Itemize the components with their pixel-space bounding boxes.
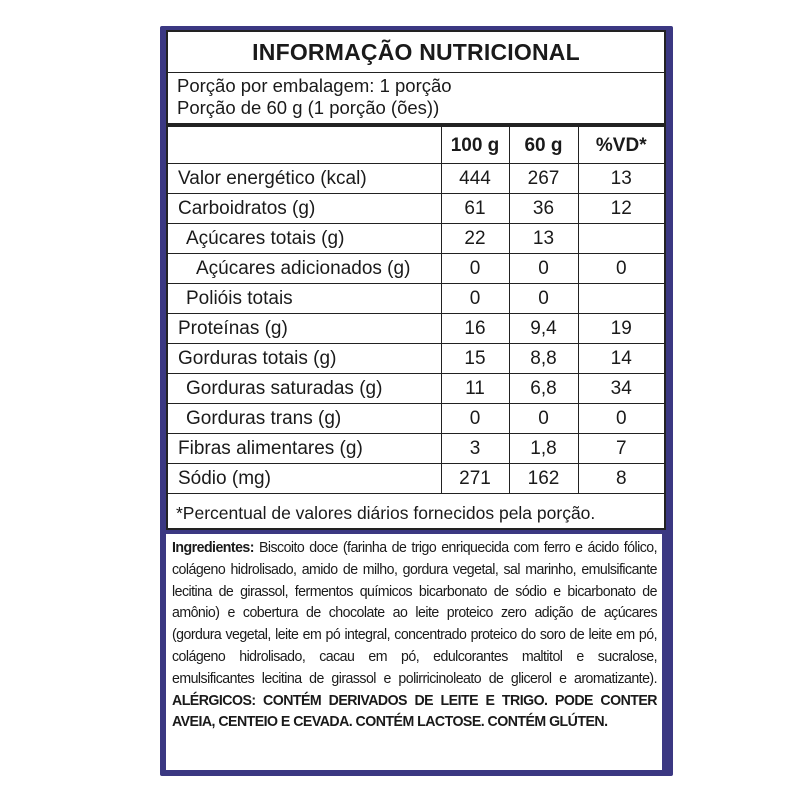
nutrient-name: Carboidratos (g)	[168, 194, 441, 224]
value-60g: 0	[509, 254, 578, 284]
value-60g: 6,8	[509, 374, 578, 404]
table-row	[168, 254, 664, 284]
value-60g: 0	[509, 284, 578, 314]
value-100g: 11	[441, 374, 509, 404]
table-row	[168, 374, 664, 404]
value-vd: 19	[578, 314, 664, 344]
value-100g: 0	[441, 254, 509, 284]
column-header: %VD*	[578, 127, 664, 164]
value-vd: 12	[578, 194, 664, 224]
nutrient-name: Gorduras saturadas (g)	[168, 374, 441, 404]
table-row	[168, 284, 664, 314]
nutrient-name: Valor energético (kcal)	[168, 164, 441, 194]
table-row	[168, 314, 664, 344]
table-header-row	[168, 127, 664, 164]
ingredients-heading: Ingredientes:	[172, 540, 254, 556]
ingredients-text-block	[172, 538, 657, 734]
table-row	[168, 434, 664, 464]
column-header: 60 g	[509, 127, 578, 164]
value-100g: 0	[441, 404, 509, 434]
value-60g: 36	[509, 194, 578, 224]
nutrient-name: Sódio (mg)	[168, 464, 441, 494]
column-header: 100 g	[441, 127, 509, 164]
table-row	[168, 164, 664, 194]
nutrition-title: INFORMAÇÃO NUTRICIONAL	[168, 32, 664, 73]
table-row	[168, 464, 664, 494]
portion-size: Porção de 60 g (1 porção (ões))	[177, 97, 440, 118]
value-100g: 271	[441, 464, 509, 494]
nutrient-name: Gorduras trans (g)	[168, 404, 441, 434]
value-vd: 8	[578, 464, 664, 494]
value-vd: 7	[578, 434, 664, 464]
value-100g: 22	[441, 224, 509, 254]
value-60g: 9,4	[509, 314, 578, 344]
portion-info	[168, 73, 664, 127]
value-100g: 16	[441, 314, 509, 344]
value-vd	[578, 284, 664, 314]
nutrient-name: Proteínas (g)	[168, 314, 441, 344]
table-row	[168, 194, 664, 224]
value-vd: 0	[578, 404, 664, 434]
ingredients-section	[166, 534, 662, 770]
ingredients-list: Biscoito doce (farinha de trigo enriquecida com ferro e ácido fólico, colágeno hidrolisado, amido de milho, gordura vegetal, sal marinho, emulsificante lecitina de girassol, fermentos químicos bicarbonato de sódio e bicarbonato de amônio) e cobertura de chocolate ao leite proteico zero adição de açúcares (gordura vegetal, leite em pó integral, concentrado proteico do soro de leite em pó, colágeno hidrolisado, cacau em pó, edulcorantes maltitol e sucralose, emulsificantes lecitina de girassol e polirricinoleato de glicerol e aromatizante).	[172, 540, 658, 687]
header-empty-cell	[168, 127, 441, 164]
portion-per-package: Porção por embalagem: 1 porção	[177, 75, 452, 96]
value-100g: 61	[441, 194, 509, 224]
value-vd: 0	[578, 254, 664, 284]
table-row	[168, 344, 664, 374]
daily-value-footnote: *Percentual de valores diários fornecidos pela porção.	[176, 503, 596, 523]
value-vd	[578, 224, 664, 254]
nutrient-name: Fibras alimentares (g)	[168, 434, 441, 464]
value-100g: 0	[441, 284, 509, 314]
table-row	[168, 404, 664, 434]
value-vd: 14	[578, 344, 664, 374]
value-60g: 8,8	[509, 344, 578, 374]
nutrient-name: Açúcares adicionados (g)	[168, 254, 441, 284]
value-60g: 0	[509, 404, 578, 434]
value-100g: 15	[441, 344, 509, 374]
nutrition-facts-panel	[166, 30, 666, 530]
value-100g: 3	[441, 434, 509, 464]
value-60g: 13	[509, 224, 578, 254]
table-row	[168, 224, 664, 254]
value-60g: 162	[509, 464, 578, 494]
value-vd: 13	[578, 164, 664, 194]
allergen-warning: ALÉRGICOS: CONTÉM DERIVADOS DE LEITE E TRIGO. PODE CONTER AVEIA, CENTEIO E CEVADA. CONTÉM LACTOSE. CONTÉM GLÚTEN.	[172, 692, 657, 731]
nutrient-name: Açúcares totais (g)	[168, 224, 441, 254]
nutrition-table	[168, 127, 664, 494]
nutrient-name: Gorduras totais (g)	[168, 344, 441, 374]
nutrient-name: Polióis totais	[168, 284, 441, 314]
value-100g: 444	[441, 164, 509, 194]
value-vd: 34	[578, 374, 664, 404]
value-60g: 267	[509, 164, 578, 194]
value-60g: 1,8	[509, 434, 578, 464]
